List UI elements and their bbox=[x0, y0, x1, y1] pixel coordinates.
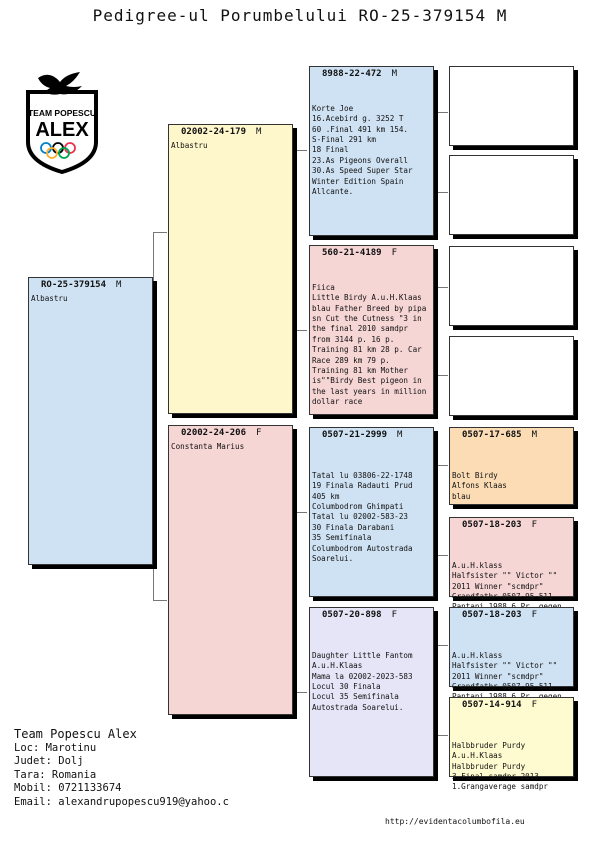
sire-sire-sex: M bbox=[391, 69, 398, 79]
dam-ring: 02002-24-206 bbox=[181, 428, 247, 438]
sire-sex: M bbox=[256, 127, 262, 137]
sire-dam-ring: 560-21-4189 bbox=[322, 248, 382, 258]
owner-name: Team Popescu Alex bbox=[14, 727, 137, 741]
dam-dam-dam-notes: Halbbruder Purdy A.u.H.Klaas Halbbruder Purdy 3 Final samdpr 2013 1.Grangaverage samdpr bbox=[452, 740, 549, 792]
dam-sire-card bbox=[309, 427, 434, 597]
owner-tara: Tara: Romania bbox=[14, 768, 97, 781]
dam-sire-dam-card bbox=[449, 517, 574, 602]
sire-sire-dam-card bbox=[449, 155, 574, 235]
subject-card bbox=[28, 277, 153, 565]
logo-line1: TEAM POPESCU bbox=[27, 108, 97, 118]
sire-ring: 02002-24-179 bbox=[181, 127, 247, 137]
dam-dam-dam-ring: 0507-14-914 bbox=[462, 700, 522, 710]
dam-sire-sire-ring: 0507-17-685 bbox=[462, 430, 522, 440]
logo-line2: ALEX bbox=[35, 119, 89, 141]
dam-card bbox=[168, 425, 293, 715]
dam-sire-sire-sex: M bbox=[531, 430, 538, 440]
team-logo bbox=[22, 64, 102, 174]
dam-sire-dam-sex: F bbox=[531, 520, 538, 530]
owner-email: Email: alexandrupopescu919@yahoo.c bbox=[14, 795, 229, 808]
dam-sire-sire-card bbox=[449, 427, 574, 505]
dam-dam-sire-card bbox=[449, 607, 574, 692]
dam-dam-dam-sex: F bbox=[531, 700, 538, 710]
dam-dam-sire-notes: A.u.H.klass Halfsister "" Victor "" 2011 Winner "scmdpr" Grandfathr 0507-95-511 bbox=[452, 650, 558, 692]
sire-sire-ring: 8988-22-472 bbox=[322, 69, 382, 79]
dam-sire-dam-ring: 0507-18-203 bbox=[462, 520, 522, 530]
sire-card bbox=[168, 124, 293, 414]
dam-sire-sex: M bbox=[397, 430, 403, 440]
dam-dam-sex: F bbox=[391, 610, 398, 620]
sire-dam-dam-card bbox=[449, 336, 574, 416]
subject-ring: RO-25-379154 bbox=[41, 280, 107, 290]
page-title: Pedigree-ul Porumbelului RO-25-379154 M bbox=[92, 6, 508, 25]
dam-dam-card bbox=[309, 607, 434, 777]
sire-sire-sire-card bbox=[449, 66, 574, 146]
sire-dam-sex: F bbox=[391, 248, 398, 258]
sire-dam-notes: Fiica Little Birdy A.u.H.Klaas blau Father Breed by pipa sn Cut the Cutness "3 in the final 2010 samdpr from 3144 p. 16 p. Training 81 km 28 p. Car Race 289 km 79 p. Training 81 km Mother is""Birdy Best pigeon in the last years in million dollar race bbox=[312, 282, 427, 407]
dam-sire-dam-notes: A.u.H.klass Halfsister "" Victor "" 2011 Winner "scmdpr" Grandfathr 0507-95-511 bbox=[452, 560, 558, 602]
dam-dam-dam-card bbox=[449, 697, 574, 792]
sire-info: Albastru bbox=[171, 141, 208, 150]
sire-sire-card bbox=[309, 66, 434, 236]
dam-dam-sire-ring: 0507-18-203 bbox=[462, 610, 522, 620]
dam-sire-notes: Tatal lu 03806-22-1748 19 Finala Radauti Prud 405 km Columbodrom Ghimpati Tatal lu 02002-583-23 30 Finala Darabani 35 Semifinala Columbodrom Autostrada Soarelui. bbox=[312, 470, 413, 564]
owner-mobil: Mobil: 0721133674 bbox=[14, 782, 122, 795]
dam-sex: F bbox=[256, 428, 262, 438]
owner-loc: Loc: Marotinu bbox=[14, 742, 97, 754]
sire-dam-sire-card bbox=[449, 246, 574, 326]
dam-dam-ring: 0507-20-898 bbox=[322, 610, 382, 620]
dam-info: Constanta Marius bbox=[171, 442, 245, 451]
dam-dam-notes: Daughter Little Fantom A.u.H.Klaas Mama la 02002-2023-583 Locul 30 Finala Locul 35 Semifinala Autostrada Soarelui. bbox=[312, 650, 413, 712]
dam-sire-ring: 0507-21-2999 bbox=[322, 430, 388, 440]
website-link[interactable]: http://evidentacolumbofila.eu bbox=[385, 817, 525, 826]
sire-sire-notes: Korte Joe 16.Acebird g. 3252 T 60 .Final 491 km 154. S-Final 291 km 18 Final 23.As Pigeons Overall 30.As Speed Super Star Winter Edition Spain Allcante. bbox=[312, 103, 413, 197]
owner-judet: Judet: Dolj bbox=[14, 755, 84, 768]
sire-dam-card bbox=[309, 245, 434, 415]
dam-sire-sire-notes: Bolt Birdy Alfons Klaas blau bbox=[452, 470, 507, 501]
owner-info bbox=[14, 727, 229, 809]
subject-sex: M bbox=[116, 280, 122, 290]
dam-dam-sire-sex: F bbox=[531, 610, 538, 620]
subject-color: Albastru bbox=[31, 294, 68, 303]
